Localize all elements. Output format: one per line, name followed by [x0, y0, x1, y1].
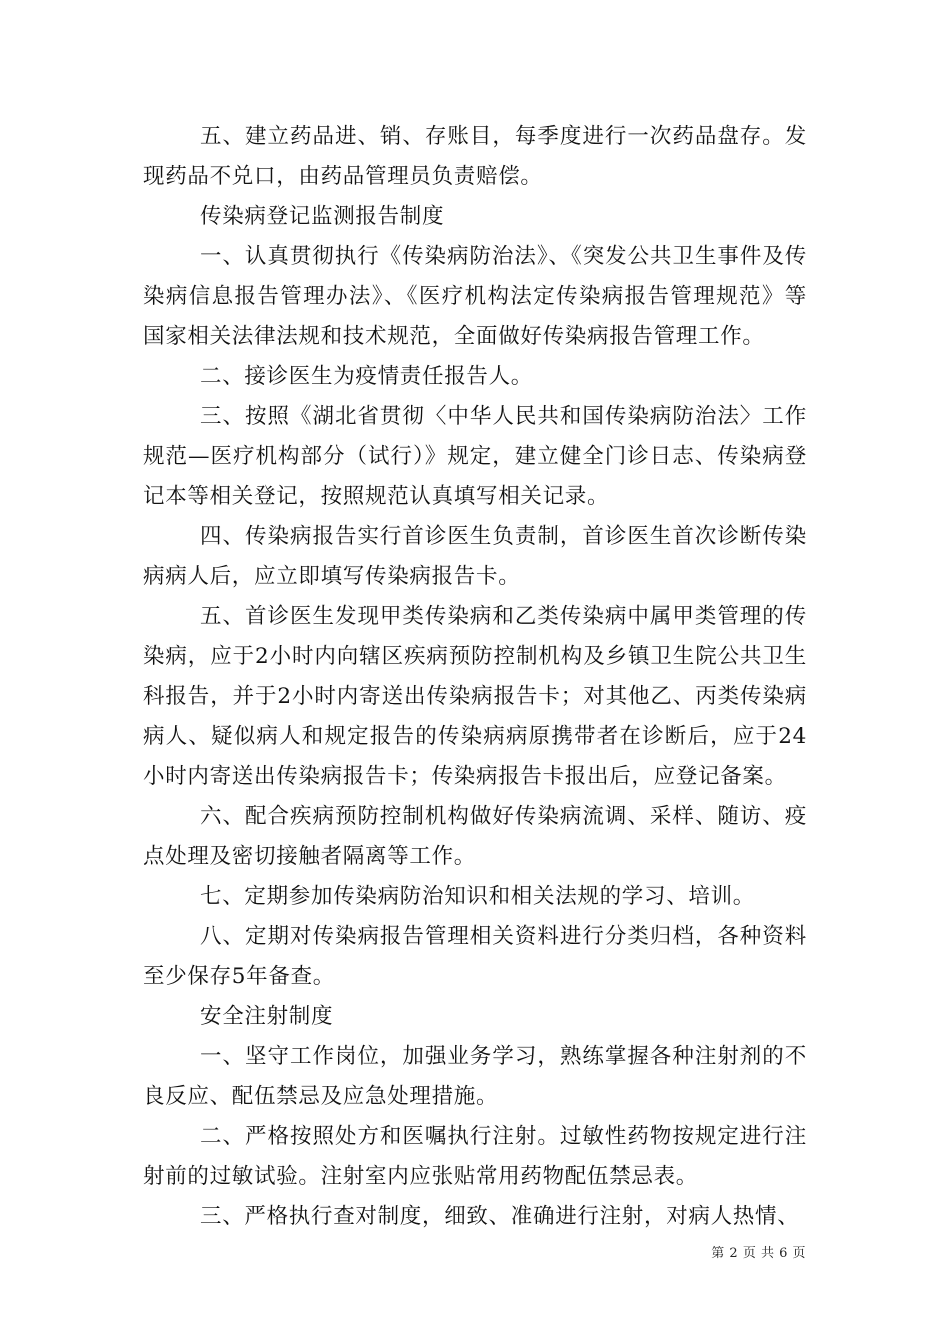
paragraph-clause-3: 三、按照《湖北省贯彻〈中华人民共和国传染病防治法〉工作规范—医疗机构部分（试行）》规定，建立健全门诊日志、传染病登记本等相关登记，按照规范认真填写相关记录。: [143, 404, 807, 509]
paragraph-clause-5: 五、首诊医生发现甲类传染病和乙类传染病中属甲类管理的传染病，应于2小时内向辖区疾病预防控制机构及乡镇卫生院公共卫生科报告，并于2小时内寄送出传染病报告卡；对其他乙、丙类传染病病人、疑似病人和规定报告的传染病病原携带者在诊断后，应于24小时内寄送出传染病报告卡；传染病报告卡报出后，应登记备案。: [143, 604, 807, 789]
paragraph-clause-2: 二、接诊医生为疫情责任报告人。: [200, 364, 534, 389]
paragraph-clause-8: 八、定期对传染病报告管理相关资料进行分类归档，各种资料至少保存5年备查。: [143, 924, 807, 989]
paragraph-injection-clause-2: 二、严格按照处方和医嘱执行注射。过敏性药物按规定进行注射前的过敏试验。注射室内应张贴常用药物配伍禁忌表。: [143, 1124, 807, 1189]
paragraph-drug-inventory: 五、建立药品进、销、存账目，每季度进行一次药品盘存。发现药品不兑口，由药品管理员负责赔偿。: [143, 124, 807, 189]
section-title-infectious-disease-reporting: 传染病登记监测报告制度: [200, 204, 445, 229]
section-title-safe-injection: 安全注射制度: [200, 1004, 334, 1029]
paragraph-clause-6: 六、配合疾病预防控制机构做好传染病流调、采样、随访、疫点处理及密切接触者隔离等工作。: [143, 804, 807, 869]
page-number-footer: 第 2 页 共 6 页: [711, 1246, 806, 1261]
paragraph-clause-1: 一、认真贯彻执行《传染病防治法》、《突发公共卫生事件及传染病信息报告管理办法》、《医疗机构法定传染病报告管理规范》等国家相关法律法规和技术规范，全面做好传染病报告管理工作。: [143, 244, 807, 349]
paragraph-clause-7: 七、定期参加传染病防治知识和相关法规的学习、培训。: [200, 884, 756, 909]
paragraph-injection-clause-1: 一、坚守工作岗位，加强业务学习，熟练掌握各种注射剂的不良反应、配伍禁忌及应急处理措施。: [143, 1044, 807, 1109]
document-body: [143, 117, 807, 1237]
paragraph-injection-clause-3: 三、严格执行查对制度，细致、准确进行注射，对病人热情、: [200, 1204, 800, 1229]
paragraph-clause-4: 四、传染病报告实行首诊医生负责制，首诊医生首次诊断传染病病人后，应立即填写传染病报告卡。: [143, 524, 807, 589]
